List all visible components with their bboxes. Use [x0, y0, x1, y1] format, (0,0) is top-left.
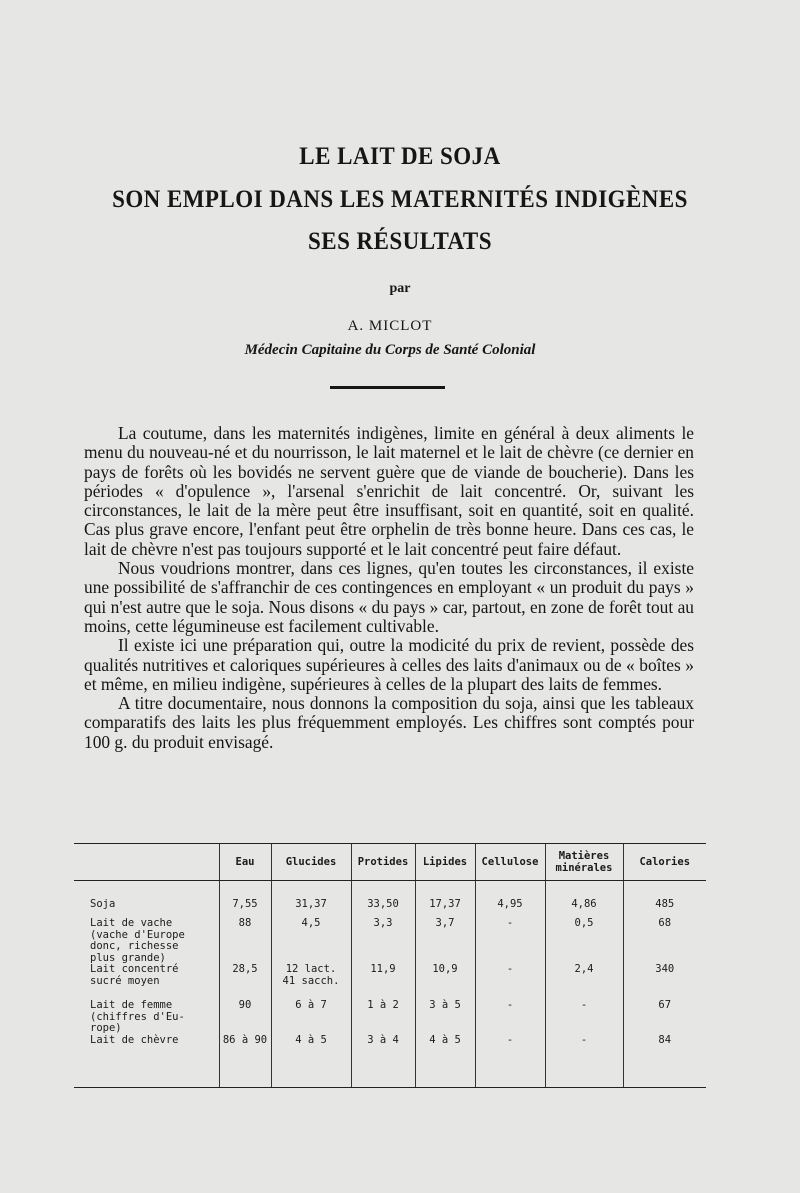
- table-cell: 1 à 2: [351, 1000, 415, 1035]
- table-cell: 4,95: [475, 881, 545, 914]
- table-cell: -: [475, 1035, 545, 1088]
- table-cell: 340: [623, 964, 706, 1000]
- table-row: [74, 1000, 706, 1035]
- header-cell-glucides: Glucides: [271, 844, 351, 881]
- table-cell: 68: [623, 913, 706, 964]
- table-cell: 3 à 5: [415, 1000, 475, 1035]
- table-row: [74, 964, 706, 1000]
- article-body: [84, 424, 694, 752]
- table-row: [74, 881, 706, 914]
- paragraph-2: Nous voudrions montrer, dans ces lignes, qu'en toutes les circonstances, il existe une possibilité de s'affranchir de ces contingences en employant « un produit du pays » qui n'est autre que le soja. Nous disons « du pays » car, partout, en zone de forêt tout au moins, cette légumineuse est facilement cultivable.: [84, 558, 694, 636]
- table-cell: 7,55: [219, 881, 271, 914]
- header-cell-cellulose: Cellulose: [475, 844, 545, 881]
- author-name: A. MICLOT: [347, 318, 433, 334]
- row-label: Lait de chèvre: [74, 1035, 219, 1088]
- title-line-1: LE LAIT DE SOJA: [299, 143, 501, 170]
- table-cell: 3 à 4: [351, 1035, 415, 1088]
- row-label: Lait de femme (chiffres d'Eu- rope): [90, 999, 185, 1034]
- table-row: [74, 913, 706, 964]
- table-cell: 4,5: [271, 913, 351, 964]
- table-cell: 0,5: [545, 913, 623, 964]
- table-cell: -: [545, 1035, 623, 1088]
- table-cell: 3,7: [415, 913, 475, 964]
- title-line-2: SON EMPLOI DANS LES MATERNITÉS INDIGÈNES: [112, 186, 688, 213]
- table-cell: 12 lact. 41 sacch.: [271, 964, 351, 1000]
- author-role: Médecin Capitaine du Corps de Santé Colonial: [244, 342, 536, 358]
- header-cell-eau: Eau: [219, 844, 271, 881]
- table-cell: 67: [623, 1000, 706, 1035]
- table-cell: 33,50: [351, 881, 415, 914]
- table-header-row: [74, 844, 706, 881]
- header-cell-protides: Protides: [351, 844, 415, 881]
- table-cell: 4,86: [545, 881, 623, 914]
- table-cell: -: [475, 964, 545, 1000]
- table-cell: 88: [219, 913, 271, 964]
- table-cell: 2,4: [545, 964, 623, 1000]
- table-cell: 86 à 90: [219, 1035, 271, 1088]
- table-cell: 84: [623, 1035, 706, 1088]
- header-cell-label: [74, 844, 219, 881]
- row-label: Soja: [90, 898, 116, 910]
- table-cell: 28,5: [219, 964, 271, 1000]
- title-divider: [330, 386, 445, 389]
- table-cell: 10,9: [415, 964, 475, 1000]
- table-row: [74, 1035, 706, 1088]
- table-cell: 11,9: [351, 964, 415, 1000]
- table-cell: 17,37: [415, 881, 475, 914]
- byline-par: par: [389, 281, 411, 296]
- header-cell-calories: Calories: [623, 844, 706, 881]
- table-cell: -: [475, 913, 545, 964]
- table-cell: 3,3: [351, 913, 415, 964]
- table-cell: 31,37: [271, 881, 351, 914]
- header-cell-matieres-minerales: Matières minérales: [545, 844, 623, 881]
- paragraph-4: A titre documentaire, nous donnons la composition du soja, ainsi que les tableaux comparatifs des laits les plus fréquemment employés. Les chiffres sont comptés pour 100 g. du produit envisagé.: [84, 693, 694, 752]
- table-cell: 6 à 7: [271, 1000, 351, 1035]
- table-cell: 4 à 5: [271, 1035, 351, 1088]
- row-label: Lait de vache (vache d'Europe donc, richesse plus grande): [90, 917, 185, 964]
- table-cell: 4 à 5: [415, 1035, 475, 1088]
- table-cell: 485: [623, 881, 706, 914]
- paragraph-1: La coutume, dans les maternités indigènes, limite en général à deux aliments le menu du nouveau-né et du nourrisson, le lait maternel et le lait de chèvre (ce dernier en pays de forêts où les bovidés ne servent guère que de viande de boucherie). Dans les périodes « d'opulence », l'arsenal s'enrichit de lait concentré. Or, suivant les circonstances, le lait de la mère peut être insuffisant, soit en quantité, soit en qualité. Cas plus grave encore, l'enfant peut être orphelin de très bonne heure. Dans ces cas, le lait de chèvre n'est pas toujours supporté et le lait concentré peut faire défaut.: [84, 423, 694, 559]
- title-line-3: SES RÉSULTATS: [308, 228, 492, 255]
- table-cell: -: [475, 1000, 545, 1035]
- row-label: Lait concentré sucré moyen: [90, 963, 179, 987]
- table-cell: 90: [219, 1000, 271, 1035]
- table-cell: -: [545, 1000, 623, 1035]
- composition-table: [74, 843, 706, 1088]
- paragraph-3: Il existe ici une préparation qui, outre la modicité du prix de revient, possède des qualités nutritives et caloriques supérieures à celles des laits d'animaux ou de « boîtes » et même, en milieu indigène, supérieures à celles de la plupart des laits de femmes.: [84, 635, 694, 694]
- header-cell-lipides: Lipides: [415, 844, 475, 881]
